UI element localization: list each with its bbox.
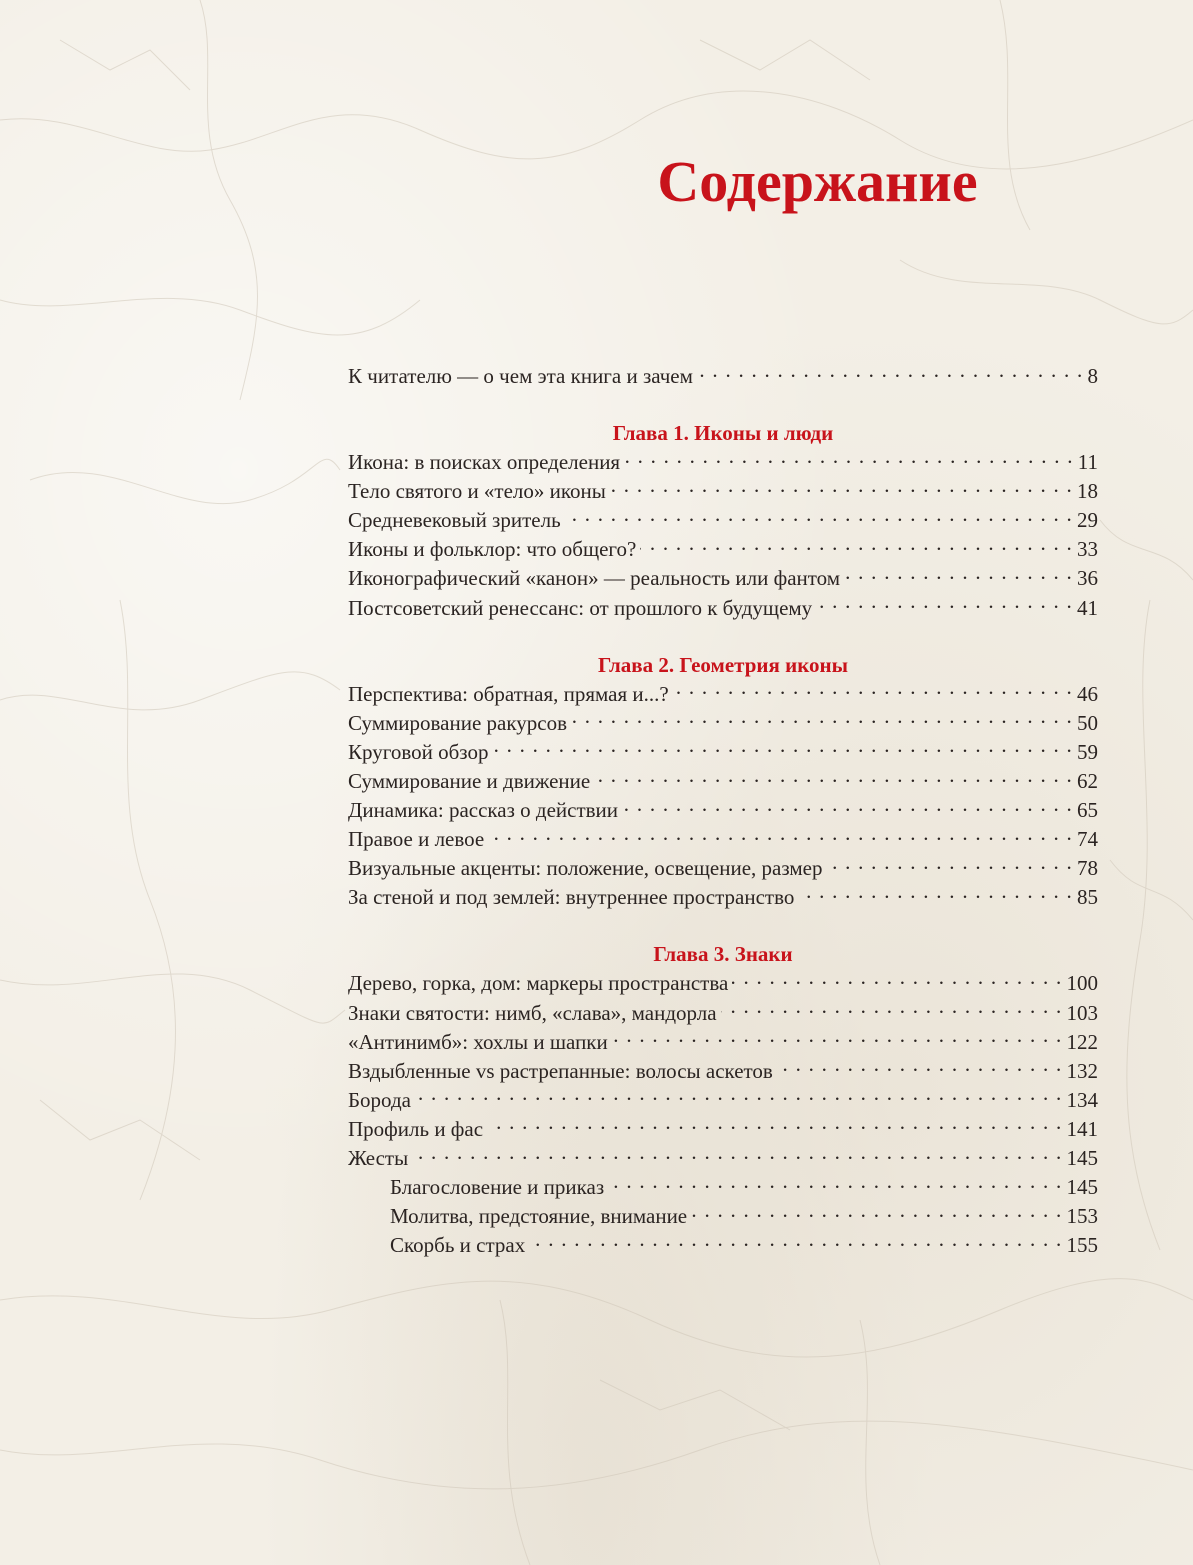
toc-entry[interactable] xyxy=(348,1028,1098,1057)
toc-entry[interactable] xyxy=(348,1086,1098,1115)
toc-entry-title: Жесты xyxy=(348,1145,409,1170)
toc-entry[interactable] xyxy=(348,1144,1098,1173)
toc-entry-page: 29 xyxy=(1077,508,1098,533)
toc-entry[interactable] xyxy=(348,448,1098,477)
dot-leader xyxy=(844,564,1073,585)
toc-entry-title: Молитва, предстояние, внимание xyxy=(390,1204,688,1229)
dot-leader xyxy=(571,709,1073,730)
dot-leader xyxy=(798,883,1073,904)
toc-entry-title: Суммирование ракурсов xyxy=(348,710,567,735)
toc-entry[interactable] xyxy=(348,738,1098,767)
toc-entry-page: 103 xyxy=(1066,1000,1098,1025)
toc-entry-page: 145 xyxy=(1066,1175,1098,1200)
toc-entry-page: 33 xyxy=(1077,537,1098,562)
toc-entry[interactable] xyxy=(348,854,1098,883)
toc-entry[interactable] xyxy=(348,680,1098,709)
toc-subentry[interactable] xyxy=(348,1231,1098,1260)
dot-leader xyxy=(492,738,1073,759)
dot-leader xyxy=(415,1086,1063,1107)
toc-entry-page: 155 xyxy=(1066,1233,1098,1258)
dot-leader xyxy=(826,854,1073,875)
dot-leader xyxy=(594,767,1073,788)
toc-entry-page: 78 xyxy=(1077,856,1098,881)
toc-entry-title: Борода xyxy=(348,1087,411,1112)
toc-entry[interactable] xyxy=(348,767,1098,796)
toc-entry[interactable] xyxy=(348,999,1098,1028)
toc-entry-page: 59 xyxy=(1077,739,1098,764)
toc-entry-title: Динамика: рассказ о действии xyxy=(348,798,619,823)
dot-leader xyxy=(777,1057,1063,1078)
toc-entry-intro[interactable] xyxy=(348,362,1098,391)
dot-leader xyxy=(697,362,1084,383)
toc-subentry[interactable] xyxy=(348,1202,1098,1231)
dot-leader xyxy=(691,1202,1062,1223)
toc-entry-title: Средневековый зритель xyxy=(348,508,561,533)
toc-entry-page: 18 xyxy=(1077,479,1098,504)
dot-leader xyxy=(488,825,1073,846)
table-of-contents xyxy=(348,362,1098,1260)
toc-entry-page: 134 xyxy=(1066,1087,1098,1112)
toc-entry[interactable] xyxy=(348,709,1098,738)
toc-entry-page: 141 xyxy=(1066,1116,1098,1141)
toc-entry-page: 122 xyxy=(1066,1029,1098,1054)
toc-entry-page: 11 xyxy=(1077,450,1098,475)
toc-entry[interactable] xyxy=(348,796,1098,825)
toc-entry-page: 153 xyxy=(1066,1204,1098,1229)
toc-entry-title: Тело святого и «тело» иконы xyxy=(348,479,606,504)
toc-entry[interactable] xyxy=(348,506,1098,535)
toc-entry-title: «Антинимб»: хохлы и шапки xyxy=(348,1029,608,1054)
dot-leader xyxy=(640,535,1073,556)
chapter-heading[interactable]: Глава 1. Иконы и люди xyxy=(612,421,834,446)
dot-leader xyxy=(624,448,1074,469)
chapter-heading[interactable]: Глава 2. Геометрия иконы xyxy=(597,652,849,677)
dot-leader xyxy=(732,969,1062,990)
toc-entry[interactable] xyxy=(348,594,1098,623)
toc-entry[interactable] xyxy=(348,883,1098,912)
toc-entry-page: 132 xyxy=(1066,1058,1098,1083)
toc-entry[interactable] xyxy=(348,1115,1098,1144)
toc-entry-title: Вздыбленные vs растрепанные: волосы аскетов xyxy=(348,1058,773,1083)
dot-leader xyxy=(816,594,1073,615)
toc-subentry[interactable] xyxy=(348,1173,1098,1202)
dot-leader xyxy=(412,1144,1062,1165)
toc-entry-title: Перспектива: обратная, прямая и...? xyxy=(348,681,669,706)
chapter-heading[interactable]: Глава 3. Знаки xyxy=(653,942,793,967)
dot-leader xyxy=(673,680,1073,701)
dot-leader xyxy=(487,1115,1062,1136)
dot-leader xyxy=(721,999,1063,1020)
toc-entry-title: Правое и левое xyxy=(348,827,485,852)
toc-entry-page: 46 xyxy=(1077,681,1098,706)
toc-entry-page: 41 xyxy=(1077,595,1098,620)
toc-entry-title: К читателю — о чем эта книга и зачем xyxy=(348,364,693,388)
toc-entry-page: 50 xyxy=(1077,710,1098,735)
toc-entry-page: 62 xyxy=(1077,768,1098,793)
toc-entry-title: Скорбь и страх xyxy=(390,1233,526,1258)
toc-entry-title: Знаки святости: нимб, «слава», мандорла xyxy=(348,1000,717,1025)
toc-entry[interactable] xyxy=(348,825,1098,854)
dot-leader xyxy=(622,796,1073,817)
dot-leader xyxy=(608,1173,1062,1194)
toc-entry-title: Дерево, горка, дом: маркеры пространства xyxy=(348,971,729,996)
toc-entry-title: Постсоветский ренессанс: от прошлого к будущему xyxy=(348,595,813,620)
dot-leader xyxy=(565,506,1073,527)
toc-entry-page: 36 xyxy=(1077,566,1098,591)
toc-entry-page: 65 xyxy=(1077,798,1098,823)
toc-entry-title: За стеной и под землей: внутреннее пространство xyxy=(348,885,795,910)
toc-entry-title: Иконографический «канон» — реальность или фантом xyxy=(348,566,841,591)
dot-leader xyxy=(529,1231,1062,1252)
toc-entry-title: Иконы и фольклор: что общего? xyxy=(348,537,637,562)
dot-leader xyxy=(612,1028,1063,1049)
dot-leader xyxy=(610,477,1073,498)
toc-entry-title: Круговой обзор xyxy=(348,739,489,764)
toc-entry[interactable] xyxy=(348,564,1098,593)
toc-entry[interactable] xyxy=(348,535,1098,564)
toc-entry-title: Визуальные акценты: положение, освещение, размер xyxy=(348,856,823,881)
toc-entry-page: 74 xyxy=(1077,827,1098,852)
toc-entry-page: 145 xyxy=(1066,1145,1098,1170)
toc-entry[interactable] xyxy=(348,969,1098,998)
toc-entry-title: Профиль и фас xyxy=(348,1116,484,1141)
toc-entry[interactable] xyxy=(348,1057,1098,1086)
toc-entry[interactable] xyxy=(348,477,1098,506)
page-title: Содержание xyxy=(657,149,978,214)
toc-entry-page: 8 xyxy=(1087,364,1098,388)
toc-entry-title: Благословение и приказ xyxy=(390,1175,605,1200)
toc-entry-page: 100 xyxy=(1066,971,1098,996)
toc-entry-title: Суммирование и движение xyxy=(348,768,591,793)
toc-entry-page: 85 xyxy=(1077,885,1098,910)
toc-entry-title: Икона: в поисках определения xyxy=(348,450,621,475)
